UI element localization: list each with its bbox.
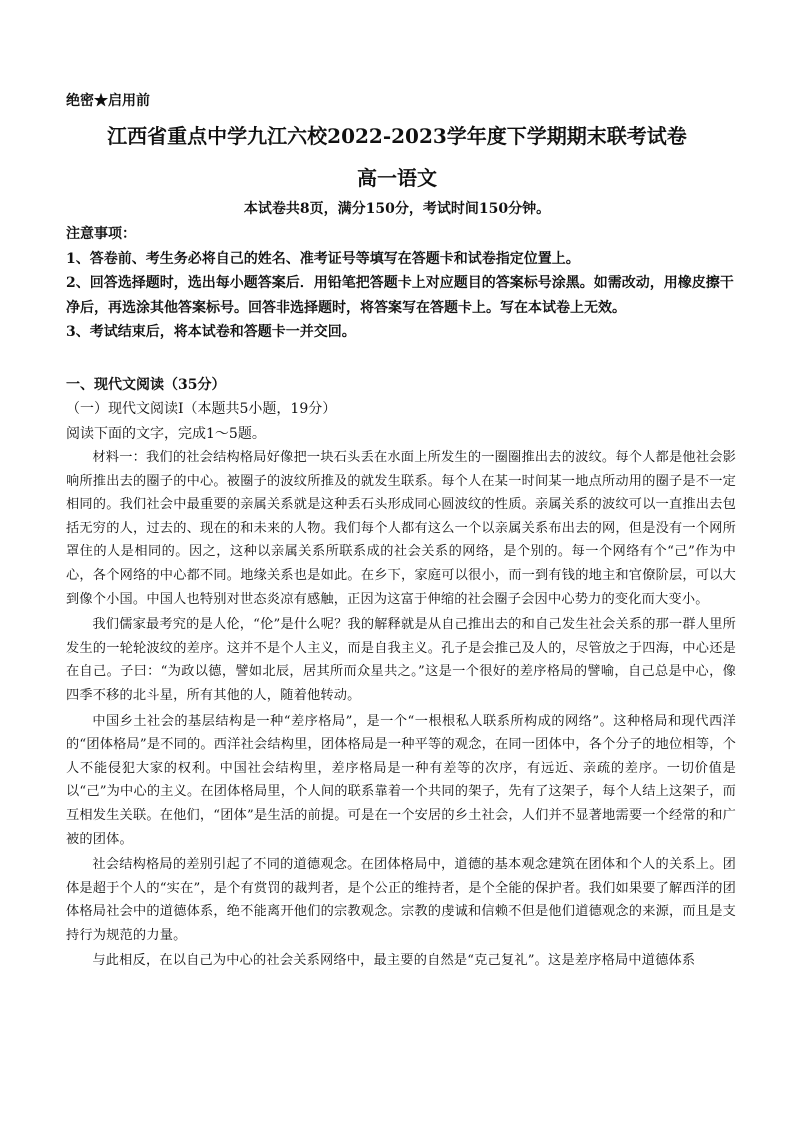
exam-info: 本试卷共8页，满分150分，考试时间150分钟。 <box>243 201 551 217</box>
note-item: 3、考试结束后，将本试卷和答题卡一并交回。 <box>66 324 356 340</box>
notes-block <box>66 222 736 345</box>
passage-paragraph: 材料一：我们的社会结构格局好像把一块石头丢在水面上所发生的一圈圈推出去的波纹。每个人都是他社会影响所推出去的圈子的中心。被圈子的波纹所推及的就发生联系。每个人在某一时间某一地点所动用的圈子是不一定相同的。我们社会中最重要的亲属关系就是这种丢石头形成同心圆波纹的性质。亲属关系的波纹可以一直推出去包括无穷的人，过去的、现在的和未来的人物。我们每个人都有这么一个以亲属关系布出去的网，但是没有一个网所罩住的人是相同的。因之，这种以亲属关系所联系成的社会关系的网络，是个别的。每一个网络有个“己”作为中心，各个网络的中心都不同。地缘关系也是如此。在乡下，家庭可以很小，而一到有钱的地主和官僚阶层，可以大到像个小国。中国人也特别对世态炎凉有感触，正因为这富于伸缩的社会圈子会因中心势力的变化而大变小。 <box>66 450 736 607</box>
section-heading: 一、现代文阅读（35分） <box>66 377 226 393</box>
passage-paragraph: 我们儒家最考究的是人伦，“伦”是什么呢？我的解释就是从自己推出去的和自己发生社会关系的那一群人里所发生的一轮轮波纹的差序。这并不是个人主义，而是自我主义。孔子是会推己及人的，尽管放之于四海，中心还是在自己。子曰：“为政以德，譬如北辰，居其所而众星共之。”这是一个很好的差序格局的譬喻，自己总是中心，像四季不移的北斗星，所有其他的人，随着他转动。 <box>66 617 736 703</box>
exam-title: 江西省重点中学九江六校2022-2023学年度下学期期末联考试卷 <box>107 124 687 148</box>
section-subheading: （一）现代文阅读Ⅰ（本题共5小题，19分） <box>66 401 337 417</box>
secret-mark: 绝密★启用前 <box>66 93 150 109</box>
reading-passage <box>66 446 736 975</box>
notes-heading: 注意事项： <box>66 226 136 242</box>
reading-instruction: 阅读下面的文字，完成1～5题。 <box>66 426 266 442</box>
passage-paragraph: 中国乡土社会的基层结构是一种“差序格局”，是一个“一根根私人联系所构成的网络”。这种格局和现代西洋的“团体格局”是不同的。西洋社会结构里，团体格局是一种平等的观念，在同一团体中，各个分子的地位相等，个人不能侵犯大家的权利。中国社会结构里，差序格局是一种有差等的次序，有远近、亲疏的差序。一切价值是以“己”为中心的主义。在团体格局里，个人间的联系靠着一个共同的架子，先有了这架子，每个人结上这架子，而互相发生关联。在他们，“团体”是生活的前提。可是在一个安居的乡土社会，人们并不显著地需要一个经常的和广被的团体。 <box>66 713 736 847</box>
note-item: 1、答卷前、考生务必将自己的姓名、准考证号等填写在答题卡和试卷指定位置上。 <box>66 250 580 267</box>
note-item: 2、回答选择题时，选出每小题答案后．用铅笔把答题卡上对应题目的答案标号涂黑。如需改动，用橡皮擦干净后，再选涂其他答案标号。回答非选择题时，将答案写在答题卡上。写在本试卷上无效。 <box>66 275 734 316</box>
passage-paragraph: 与此相反，在以自己为中心的社会关系网络中，最主要的自然是“克己复礼”。这是差序格局中道德体系 <box>92 953 696 969</box>
passage-paragraph: 社会结构格局的差别引起了不同的道德观念。在团体格局中，道德的基本观念建筑在团体和个人的关系上。团体是超于个人的“实在”，是个有赏罚的裁判者，是个公正的维持者，是个全能的保护者。我们如果要了解西洋的团体格局社会中的道德体系，绝不能离开他们的宗教观念。宗教的虔诚和信赖不但是他们道德观念的来源，而且是支持行为规范的力量。 <box>66 857 736 943</box>
exam-subject: 高一语文 <box>357 166 437 190</box>
